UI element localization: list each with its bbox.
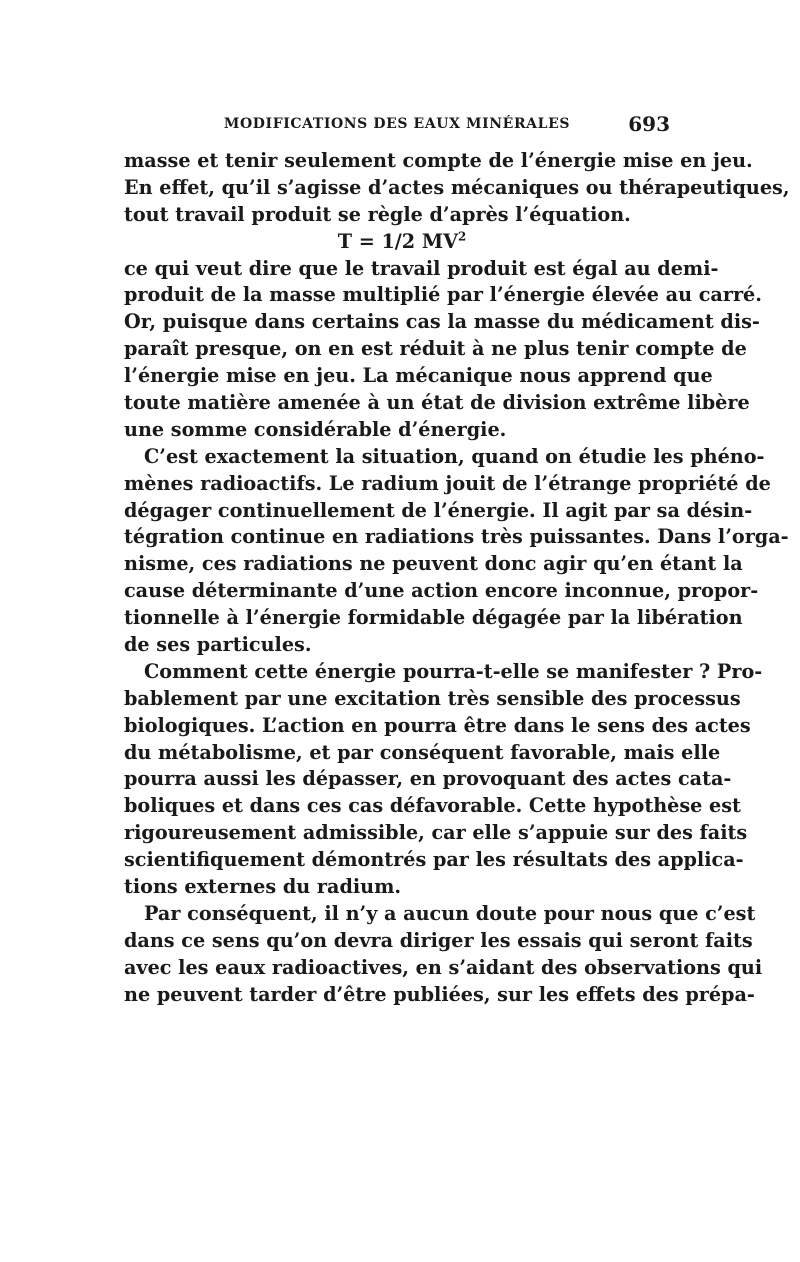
text-line: scientifiquement démontrés par les résultats des applica- bbox=[124, 848, 744, 872]
equation-base: T = 1/2 MV bbox=[337, 229, 458, 253]
text-line: ce qui veut dire que le travail produit est égal au demi- bbox=[124, 256, 719, 280]
text-line: pourra aussi les dépasser, en provoquant des actes cata- bbox=[124, 767, 732, 791]
text-line: toute matière amenée à un état de division extrême libère bbox=[124, 391, 750, 415]
paragraph-first-line: Par conséquent, il n’y a aucun doute pour nous que c’est bbox=[144, 901, 756, 925]
running-head bbox=[124, 112, 670, 142]
text-line: dégager continuellement de l’énergie. Il agit par sa désin- bbox=[124, 498, 753, 522]
equation bbox=[124, 229, 672, 256]
text-line: bablement par une excitation très sensible des processus bbox=[124, 686, 741, 710]
text-line: Or, puisque dans certains cas la masse du médicament dis- bbox=[124, 310, 760, 334]
text-line: En effet, qu’il s’agisse d’actes mécaniques ou thérapeutiques, bbox=[124, 175, 790, 199]
page-number: 693 bbox=[628, 112, 670, 136]
paragraph-first-line: C’est exactement la situation, quand on étudie les phéno- bbox=[144, 444, 765, 468]
text-line: dans ce sens qu’on devra diriger les essais qui seront faits bbox=[124, 928, 753, 952]
text-line: tégration continue en radiations très puissantes. Dans l’orga- bbox=[124, 525, 789, 549]
equation-exponent: 2 bbox=[457, 229, 467, 244]
text-line: l’énergie mise en jeu. La mécanique nous apprend que bbox=[124, 364, 713, 388]
text-line: avec les eaux radioactives, en s’aidant des observations qui bbox=[124, 955, 763, 979]
text-line: mènes radioactifs. Le radium jouit de l’étrange propriété de bbox=[124, 471, 771, 495]
text-line: boliques et dans ces cas défavorable. Cette hypothèse est bbox=[124, 794, 741, 818]
text-line: tout travail produit se règle d’après l’équation. bbox=[124, 202, 631, 226]
text-line: une somme considérable d’énergie. bbox=[124, 417, 507, 441]
text-line: ne peuvent tarder d’être publiées, sur les effets des prépa- bbox=[124, 982, 755, 1006]
text-line: rigoureusement admissible, car elle s’appuie sur des faits bbox=[124, 821, 748, 845]
text-line: nisme, ces radiations ne peuvent donc agir qu’en étant la bbox=[124, 552, 743, 576]
body-text bbox=[124, 148, 790, 1009]
running-title: MODIFICATIONS DES EAUX MINÉRALES bbox=[223, 116, 571, 132]
paragraph-first-line: Comment cette énergie pourra-t-elle se manifester ? Pro- bbox=[144, 659, 763, 683]
text-line: masse et tenir seulement compte de l’énergie mise en jeu. bbox=[124, 149, 753, 172]
text-line: du métabolisme, et par conséquent favorable, mais elle bbox=[124, 740, 721, 764]
text-line: de ses particules. bbox=[124, 633, 312, 657]
text-line: cause déterminante d’une action encore inconnue, propor- bbox=[124, 579, 759, 603]
text-line: tionnelle à l’énergie formidable dégagée par la libération bbox=[124, 606, 743, 630]
text-line: paraît presque, on en est réduit à ne plus tenir compte de bbox=[124, 337, 747, 361]
text-line: produit de la masse multiplié par l’énergie élevée au carré. bbox=[124, 283, 762, 307]
text-line: biologiques. L’action en pourra être dans le sens des actes bbox=[124, 713, 751, 737]
text-line: tions externes du radium. bbox=[124, 875, 402, 899]
